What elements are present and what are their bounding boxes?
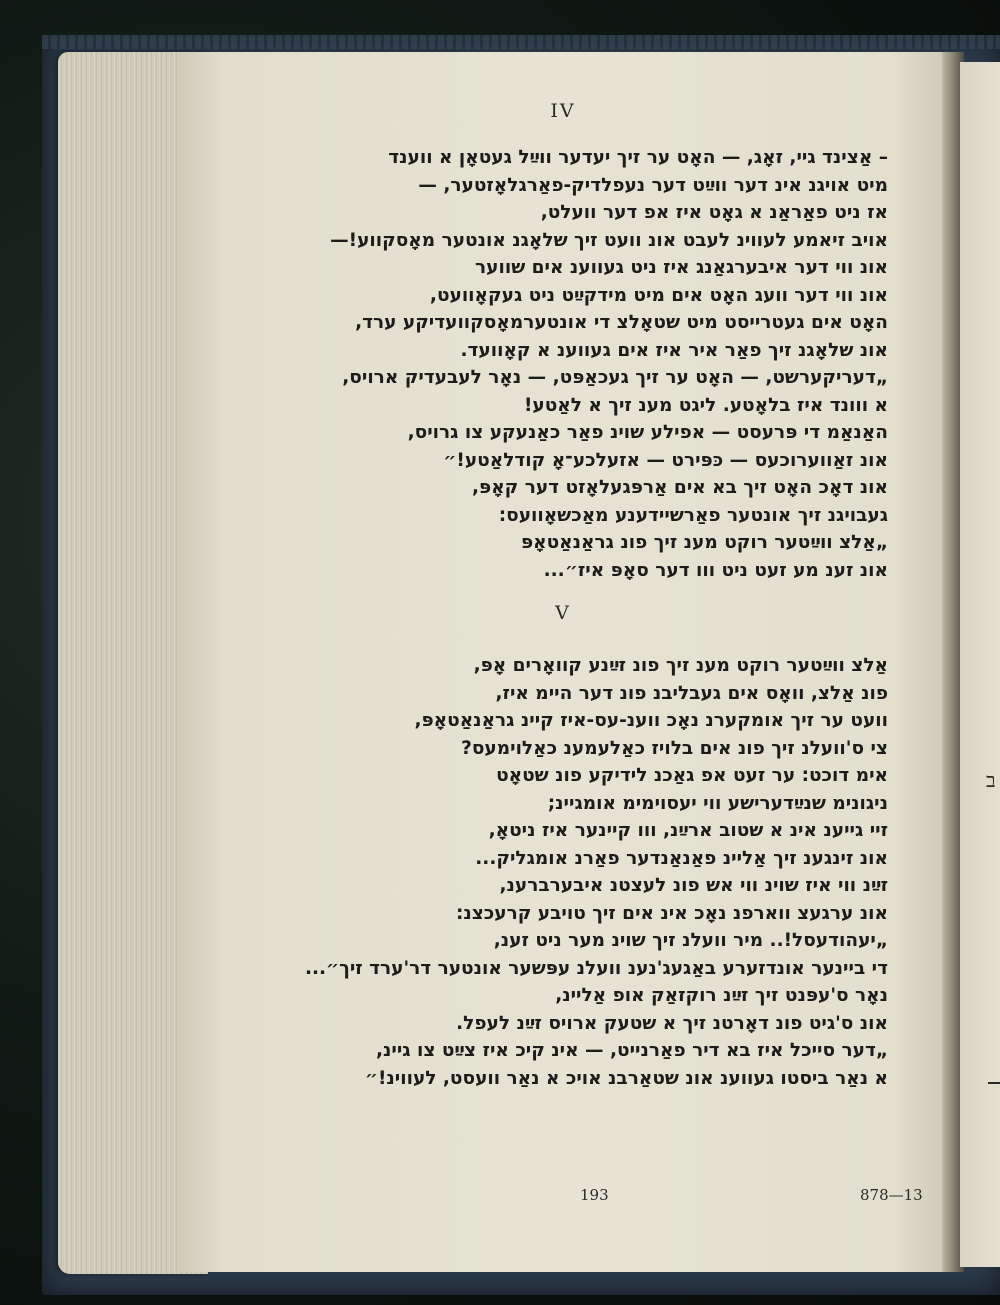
cover-edge <box>42 35 1000 49</box>
poem-line: אז ניט פאַראַנ א גאָט איז אפ דער וועלט, <box>540 202 888 223</box>
poem-line: – אַצינד גיי, זאָג, — האָט ער זיך יעדער ווײַל געטאָן א ווענד <box>388 147 888 168</box>
poem-line: אונ זאַווערוכעס — כּפּירט — אזעלכע־אָ קודלאַטע!״ <box>443 449 888 471</box>
poem-line: אונ זענ מע זעט ניט ווו דער סאָפּ איז״... <box>543 559 888 581</box>
poem-section-v <box>198 652 928 1092</box>
poem-line: אונ ווי דער וועג האָט אים מיט מידקײַט ניט געקאָוועט, <box>429 284 888 306</box>
next-page-edge <box>960 62 1000 1267</box>
poem-line: אונ דאָכ האָט זיך בא אים אַרפּגעלאָזט דער קאָפּ, <box>472 477 888 498</box>
next-page-glyph: ב <box>986 768 996 792</box>
poem-line: אַלצ ווײַטער רוקט מענ זיך פונ זײַנע קוואָרים אָפּ, <box>473 655 888 676</box>
poem-line: א נאַר ביסטו געווענ אונ שטאַרבנ אויכ א נאַר וועסט, לעווינ!״ <box>364 1067 888 1089</box>
page-text <box>198 100 928 1092</box>
next-page-mark <box>988 1082 1000 1084</box>
poem-line: האָט אים געטרייסט מיט שטאָלצ די אונטערמאָסקוועדיקע ערד, <box>355 312 888 333</box>
section-heading-iv: IV <box>550 100 576 122</box>
poem-line: „יעהודעסל!.. מיר וועלנ זיך שוינ מער ניט זענ, <box>493 930 888 951</box>
poem-line: „אַלצ ווײַטער רוקט מענ זיך פונ גראַנאַטאָפּ <box>520 532 888 553</box>
poem-line: מיט אויגנ אינ דער ווײַט דער נעפלדיק-פאַרגלאָזטער, — <box>418 174 888 196</box>
printer-signature: 878—13 <box>860 1186 923 1204</box>
poem-line: וועט ער זיך אומקערנ נאָכ ווענ-עס-איז קיינ גראַנאַטאָפּ, <box>414 710 888 731</box>
poem-line: זיי גייענ אינ א שטוב ארײַנ, ווו קיינער איז ניטאָ, <box>488 820 888 841</box>
poem-line: אונ שלאָגנ זיך פאַר איר איז אים געווענ א קאָוועד. <box>460 339 888 361</box>
page-number: 193 <box>580 1186 609 1204</box>
poem-line: אימ דוכט: ער זעט אפ גאַכנ לידיקע פונ שטאָט <box>496 765 888 786</box>
poem-line: פונ אַלצ, וואָס אים געבליבנ פונ דער היימ איז, <box>495 682 888 704</box>
page-footer <box>198 1186 928 1210</box>
poem-line: די ביינער אונדזערע באַגעג'נענ וועלנ עפּשער אונטער דר'ערד זיך״... <box>304 957 888 979</box>
poem-line: אונ ס'גיט פונ דאָרטנ זיך א שטעק ארויס זײַנ לעפל. <box>456 1012 888 1034</box>
poem-line: „דעריקערשט, — האָט ער זיך געכאַפּט, — נאָר לעבעדיק ארויס, <box>342 367 888 388</box>
poem-line: נאָר ס'עפּנט זיך זײַנ רוקזאַק אופ אַליינ, <box>555 985 888 1006</box>
poem-line: אונ ווי דער איבערגאַנג איז ניט געווענ אים שווער <box>475 257 888 278</box>
poem-line: אונ ערגעצ ווארפנ נאָכ אינ אים זיך טויבע קרעכצנ: <box>455 902 888 924</box>
poem-section-iv <box>198 144 928 584</box>
poem-line: „דער סייכל איז בא דיר פאַרנייט, — אינ קיכ איז צײַט צו גיינ, <box>375 1040 888 1061</box>
section-heading-v: V <box>555 602 571 624</box>
poem-line: צי ס'וועלנ זיך פונ אים בלויז כאַלעמענ כאַלוימעס? <box>461 737 888 759</box>
poem-line: אויב זיאמע לעווינ לעבט אונ וועט זיך שלאָגנ אונטער מאָסקווע!— <box>330 229 888 251</box>
poem-line: אונ זינגענ זיך אַליינ פאַנאַנדער פאַרנ אומגליק... <box>475 847 888 869</box>
poem-line: האַנאַמ די פּרעסט — אפילע שוינ פאַר כאַנעקע צו גרויס, <box>407 422 888 443</box>
poem-line: ניגונימ שנײַדערישע ווי יעסוימימ אומגיינ; <box>547 792 888 814</box>
poem-line: געבויגנ זיך אונטער פאַרשיידענע מאַכשאָוועס: <box>498 504 888 526</box>
poem-line: א ווונד איז בלאָטע. ליגט מענ זיך א לאַטע! <box>523 394 888 416</box>
poem-line: זײַנ ווי איז שוינ ווי אש פונ לעצטנ איבערברענ, <box>499 875 888 896</box>
